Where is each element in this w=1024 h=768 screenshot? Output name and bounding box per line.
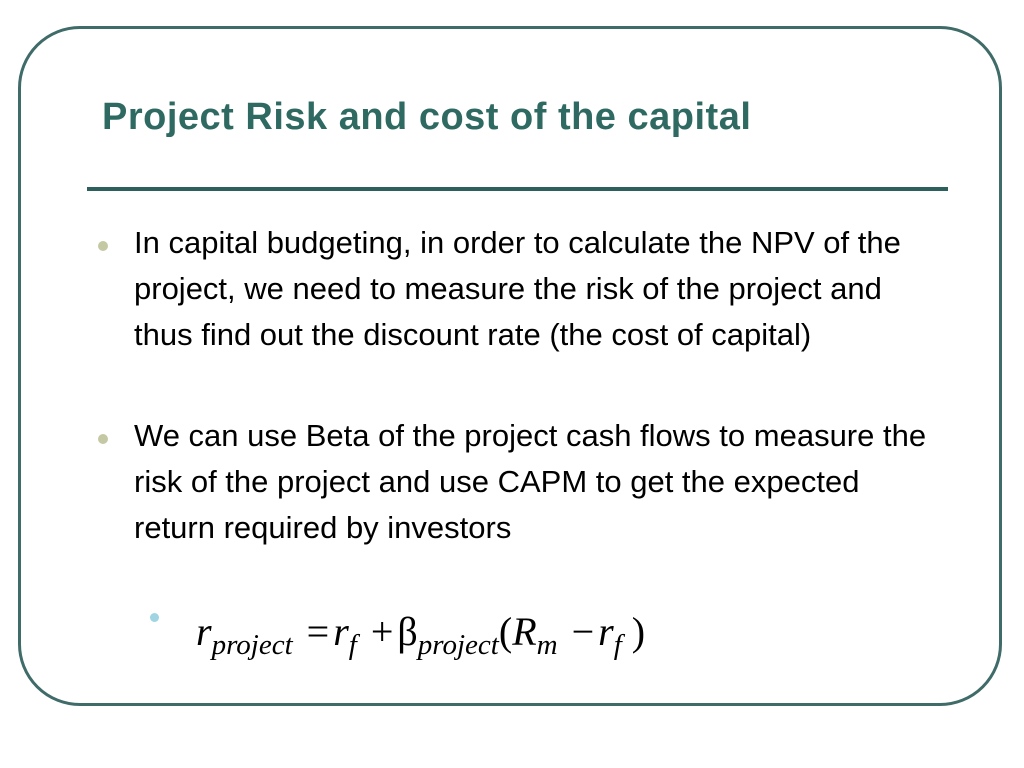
formula-beta: β xyxy=(397,609,418,654)
formula-equals: = xyxy=(306,609,330,654)
formula-r-f: r xyxy=(333,609,349,654)
bullet-text-2: We can use Beta of the project cash flows to measure the risk of the project and use CAPM to get the expected return required by investors xyxy=(134,418,927,545)
formula-sub-f: f xyxy=(348,629,357,661)
slide-title: Project Risk and cost of the capital xyxy=(102,96,752,138)
formula-open-paren: ( xyxy=(498,609,513,654)
bullet-dot-icon xyxy=(98,434,108,444)
formula-r-f-2: r xyxy=(598,609,614,654)
bullet-dot-icon xyxy=(98,241,108,251)
title-divider xyxy=(87,187,948,191)
bullet-text-1: In capital budgeting, in order to calculate the NPV of the project, we need to measure the risk of the project and thus find out the discount rate (the cost of capital) xyxy=(134,225,901,352)
formula-sub-f-2: f xyxy=(613,629,622,661)
capm-formula xyxy=(196,608,646,661)
formula-sub-project: project xyxy=(211,629,293,661)
formula-sub-beta-project: project xyxy=(417,629,499,661)
sub-bullet-dot-icon xyxy=(150,613,159,622)
formula-minus: − xyxy=(571,609,595,654)
formula-sub-m: m xyxy=(536,629,558,661)
formula-r-project: r xyxy=(196,609,212,654)
formula-R-m: R xyxy=(512,609,537,654)
formula-close-paren: ) xyxy=(631,609,646,654)
formula-plus: + xyxy=(370,609,394,654)
